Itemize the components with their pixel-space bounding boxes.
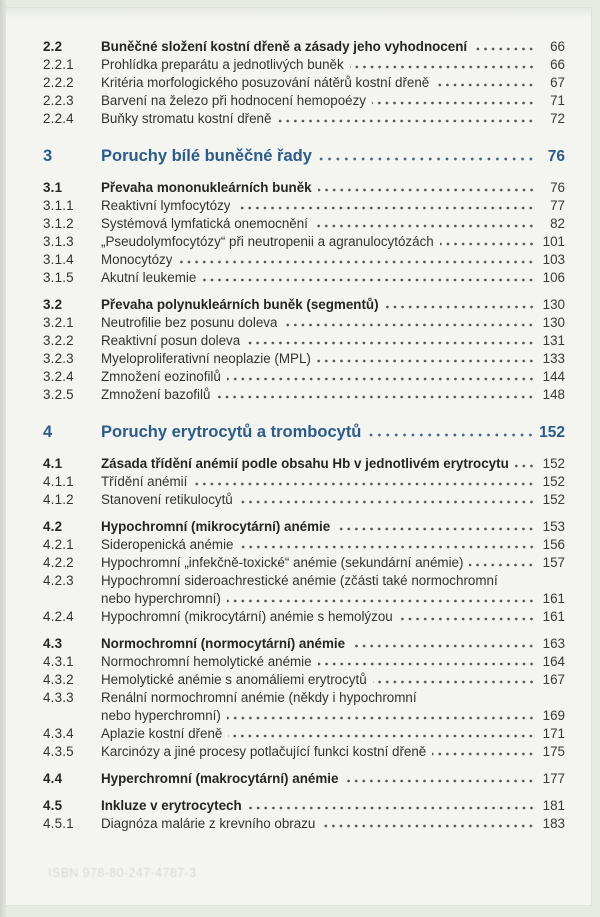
toc-entry-title: nebo hyperchromní) bbox=[101, 591, 221, 606]
toc-entry-title: Neutrofilie bez posunu doleva bbox=[101, 315, 278, 330]
toc-entry-title: Hypochromní „infekčně-toxické“ anémie (sekundární anémie) bbox=[101, 555, 464, 570]
toc-entry-line bbox=[43, 536, 565, 554]
toc-entry-line bbox=[43, 145, 565, 168]
toc-entry-line bbox=[43, 653, 565, 671]
toc-entry-line bbox=[43, 56, 565, 74]
toc-entry-line bbox=[43, 491, 565, 509]
toc-entry-title: Stanovení retikulocytů bbox=[101, 492, 233, 507]
toc-entry-number: 4.1.2 bbox=[43, 492, 74, 507]
toc-entry bbox=[43, 92, 565, 110]
toc-entry bbox=[43, 314, 565, 332]
toc-entry-title: Hemolytické anémie s anomáliemi erytrocytů bbox=[101, 672, 367, 687]
toc-entry bbox=[43, 197, 565, 215]
dot-leader bbox=[318, 662, 535, 666]
toc-entry-number: 4.4 bbox=[43, 771, 63, 786]
toc-entry-line bbox=[43, 797, 565, 815]
dot-leader bbox=[336, 527, 535, 531]
toc-entry-number: 3.1.1 bbox=[43, 198, 74, 213]
toc-entry bbox=[43, 350, 565, 368]
dot-leader bbox=[473, 47, 535, 51]
toc-entry-page: 161 bbox=[542, 591, 565, 606]
toc-entry-number: 3 bbox=[43, 147, 53, 165]
toc-entry-title: Hypochromní sideroachrestické anémie (zčásti také normochromní bbox=[101, 573, 498, 588]
toc-entry-page: 66 bbox=[550, 39, 565, 54]
toc-entry-title: Převaha polynukleárních buněk (segmentů) bbox=[101, 297, 379, 312]
dot-leader bbox=[373, 680, 535, 684]
toc-entry-title: Normochromní (normocytární) anémie bbox=[101, 636, 346, 651]
toc-entry-page: 67 bbox=[550, 75, 565, 90]
toc-entry-number: 3.1.4 bbox=[43, 252, 74, 267]
isbn-bleedthrough-text: ISBN 978-80-247-4787-3 bbox=[48, 866, 197, 880]
dot-leader bbox=[248, 806, 535, 810]
toc-entry-number: 3.2.3 bbox=[43, 351, 74, 366]
toc-entry-line bbox=[43, 455, 565, 473]
toc-entry-page: 177 bbox=[542, 771, 565, 786]
toc-entry-page: 76 bbox=[550, 180, 565, 195]
toc-entry-line bbox=[43, 707, 565, 725]
book-page bbox=[5, 7, 592, 906]
toc-entry-number: 4.5 bbox=[43, 798, 63, 813]
dot-leader bbox=[385, 305, 535, 309]
toc-entry-number: 3.1.2 bbox=[43, 216, 74, 231]
toc-entry-title: Diagnóza malárie z krevního obrazu bbox=[101, 816, 316, 831]
toc-entry-number: 3.2.4 bbox=[43, 369, 74, 384]
toc-entry bbox=[43, 473, 565, 491]
toc-entry-page: 130 bbox=[542, 315, 565, 330]
toc-entry-line bbox=[43, 368, 565, 386]
toc-entry-line bbox=[43, 197, 565, 215]
toc-entry-title: Buňky stromatu kostní dřeně bbox=[101, 111, 272, 126]
toc-entry bbox=[43, 296, 565, 314]
dot-leader bbox=[350, 65, 535, 69]
toc-entry-page: 131 bbox=[542, 333, 565, 348]
toc-entry-line bbox=[43, 725, 565, 743]
toc-entry bbox=[43, 770, 565, 788]
toc-entry-title: Barvení na železo při hodnocení hemopoézy bbox=[101, 93, 367, 108]
toc-entry-page: 106 bbox=[542, 270, 565, 285]
toc-entry bbox=[43, 145, 565, 168]
dot-leader bbox=[236, 206, 535, 210]
toc-entry-line bbox=[43, 743, 565, 761]
toc-entry bbox=[43, 689, 565, 725]
toc-entry-number: 3.2.1 bbox=[43, 315, 74, 330]
toc-entry bbox=[43, 38, 565, 56]
dot-leader bbox=[216, 395, 535, 399]
dot-leader bbox=[321, 824, 535, 828]
toc-entry bbox=[43, 572, 565, 608]
toc-entry-line bbox=[43, 38, 565, 56]
toc-entry-title: Reaktivní posun doleva bbox=[101, 333, 241, 348]
toc-entry-title: Poruchy bílé buněčné řady bbox=[101, 147, 312, 165]
dot-leader bbox=[432, 752, 535, 756]
toc-entry-title: Buněčné složení kostní dřeně a zásady jeho vyhodnocení bbox=[101, 39, 468, 54]
toc-entry-title: Hyperchromní (makrocytární) anémie bbox=[101, 771, 339, 786]
toc-entry bbox=[43, 269, 565, 287]
toc-entry-page: 152 bbox=[542, 456, 565, 471]
toc-entry-page: 148 bbox=[542, 387, 565, 402]
toc-entry bbox=[43, 743, 565, 761]
toc-entry-number: 3.2.5 bbox=[43, 387, 74, 402]
toc-entry bbox=[43, 74, 565, 92]
toc-entry bbox=[43, 491, 565, 509]
toc-entry-page: 171 bbox=[542, 726, 565, 741]
dot-leader bbox=[367, 433, 535, 437]
toc-entry-number: 2.2.2 bbox=[43, 75, 74, 90]
toc-entry-line bbox=[43, 473, 565, 491]
toc-entry-page: 175 bbox=[542, 744, 565, 759]
dot-leader bbox=[246, 341, 535, 345]
toc-entry-line bbox=[43, 689, 565, 707]
toc-entry-line bbox=[43, 815, 565, 833]
toc-entry-line bbox=[43, 314, 565, 332]
toc-entry-title: Aplazie kostní dřeně bbox=[101, 726, 223, 741]
toc-entry-title: Inkluze v erytrocytech bbox=[101, 798, 242, 813]
toc-entry-title: Poruchy erytrocytů a trombocytů bbox=[101, 423, 362, 441]
toc-entry-line bbox=[43, 590, 565, 608]
toc-entry-line bbox=[43, 92, 565, 110]
dot-leader bbox=[227, 716, 535, 720]
toc-entry-title: Převaha mononukleárních buněk bbox=[101, 180, 312, 195]
toc-entry-number: 3.1 bbox=[43, 180, 63, 195]
toc-list bbox=[43, 38, 565, 833]
dot-leader bbox=[227, 599, 535, 603]
toc-entry-line bbox=[43, 251, 565, 269]
toc-entry-title: Renální normochromní anémie (někdy i hypochromní bbox=[101, 690, 417, 705]
toc-entry-line bbox=[43, 572, 565, 590]
toc-entry bbox=[43, 725, 565, 743]
toc-entry-title: Zmnožení bazofilů bbox=[101, 387, 211, 402]
dot-leader bbox=[240, 545, 535, 549]
toc-entry-line bbox=[43, 518, 565, 536]
toc-entry-page: 101 bbox=[542, 234, 565, 249]
dot-leader bbox=[317, 359, 535, 363]
toc-entry-line bbox=[43, 332, 565, 350]
toc-entry-title: Akutní leukemie bbox=[101, 270, 197, 285]
toc-entry-title: Karcinózy a jiné procesy potlačující funkci kostní dřeně bbox=[101, 744, 427, 759]
toc-entry-number: 4.2.3 bbox=[43, 573, 74, 588]
toc-entry bbox=[43, 233, 565, 251]
toc-entry-number: 4.2 bbox=[43, 519, 63, 534]
toc-entry-number: 4.3.4 bbox=[43, 726, 74, 741]
toc-entry-line bbox=[43, 215, 565, 233]
toc-entry-number: 3.2.2 bbox=[43, 333, 74, 348]
toc-entry-number: 4.3.5 bbox=[43, 744, 74, 759]
toc-entry-title: nebo hyperchromní) bbox=[101, 708, 221, 723]
toc-entry-line bbox=[43, 671, 565, 689]
toc-entry-line bbox=[43, 421, 565, 444]
dot-leader bbox=[344, 779, 535, 783]
toc-entry-number: 4.3.2 bbox=[43, 672, 74, 687]
toc-entry-number: 4.3 bbox=[43, 636, 63, 651]
toc-entry bbox=[43, 332, 565, 350]
toc-entry-title: Zásada třídění anémií podle obsahu Hb v jednotlivém erytrocytu bbox=[101, 456, 509, 471]
dot-leader bbox=[283, 323, 535, 327]
toc-entry-number: 2.2.1 bbox=[43, 57, 74, 72]
dot-leader bbox=[435, 83, 535, 87]
toc-entry-number: 2.2.3 bbox=[43, 93, 74, 108]
toc-entry bbox=[43, 251, 565, 269]
toc-entry-number: 2.2.4 bbox=[43, 111, 74, 126]
toc-entry bbox=[43, 110, 565, 128]
toc-entry-number: 4.5.1 bbox=[43, 816, 74, 831]
toc-entry-title: Prohlídka preparátu a jednotlivých buněk bbox=[101, 57, 344, 72]
toc-entry-page: 167 bbox=[542, 672, 565, 687]
toc-entry-line bbox=[43, 74, 565, 92]
toc-entry bbox=[43, 386, 565, 404]
toc-entry-page: 152 bbox=[542, 492, 565, 507]
toc-entry-line bbox=[43, 233, 565, 251]
toc-entry-page: 71 bbox=[550, 93, 565, 108]
toc-entry-title: Zmnožení eozinofilů bbox=[101, 369, 221, 384]
toc-entry bbox=[43, 56, 565, 74]
toc-entry-page: 169 bbox=[542, 708, 565, 723]
toc-entry-line bbox=[43, 554, 565, 572]
toc-entry-title: Třídění anémií bbox=[101, 474, 188, 489]
dot-leader bbox=[228, 734, 535, 738]
toc-entry-title: Sideropenická anémie bbox=[101, 537, 234, 552]
toc-entry-number: 4.2.2 bbox=[43, 555, 74, 570]
toc-entry-title: „Pseudolymfocytózy“ při neutropenii a agranulocytózách bbox=[101, 234, 434, 249]
toc-entry-number: 4 bbox=[43, 423, 53, 441]
toc-entry bbox=[43, 608, 565, 626]
toc-entry-number: 3.1.5 bbox=[43, 270, 74, 285]
toc-entry-page: 103 bbox=[542, 252, 565, 267]
toc-entry-number: 4.3.1 bbox=[43, 654, 74, 669]
toc-entry bbox=[43, 421, 565, 444]
dot-leader bbox=[202, 278, 535, 282]
toc-entry-number: 2.2 bbox=[43, 39, 63, 54]
toc-entry-page: 76 bbox=[547, 148, 565, 165]
toc-entry bbox=[43, 455, 565, 473]
toc-entry-title: Kritéria morfologického posuzování nátěrů kostní dřeně bbox=[101, 75, 430, 90]
dot-leader bbox=[227, 377, 535, 381]
toc-entry-page: 163 bbox=[542, 636, 565, 651]
dot-leader bbox=[440, 242, 535, 246]
dot-leader bbox=[351, 644, 535, 648]
toc-entry-page: 72 bbox=[550, 111, 565, 126]
toc-entry-title: Normochromní hemolytické anémie bbox=[101, 654, 312, 669]
toc-entry-title: Monocytózy bbox=[101, 252, 173, 267]
dot-leader bbox=[277, 119, 535, 123]
toc-entry bbox=[43, 179, 565, 197]
toc-entry-number: 4.2.1 bbox=[43, 537, 74, 552]
toc-entry-page: 130 bbox=[542, 297, 565, 312]
toc-entry-page: 133 bbox=[542, 351, 565, 366]
toc-entry-page: 164 bbox=[542, 654, 565, 669]
toc-entry-number: 3.2 bbox=[43, 297, 63, 312]
toc-entry-line bbox=[43, 110, 565, 128]
toc-entry-title: Myeloproliferativní neoplazie (MPL) bbox=[101, 351, 311, 366]
toc-entry bbox=[43, 215, 565, 233]
toc-entry-line bbox=[43, 608, 565, 626]
toc-entry-number: 4.1 bbox=[43, 456, 63, 471]
dot-leader bbox=[239, 500, 535, 504]
dot-leader bbox=[469, 563, 535, 567]
dot-leader bbox=[515, 464, 535, 468]
toc-entry bbox=[43, 635, 565, 653]
toc-entry-page: 77 bbox=[550, 198, 565, 213]
toc-entry-line bbox=[43, 179, 565, 197]
toc-entry bbox=[43, 671, 565, 689]
dot-leader bbox=[318, 188, 535, 192]
toc-entry-title: Hypochromní (mikrocytární) anémie s hemolýzou bbox=[101, 609, 393, 624]
toc-entry-line bbox=[43, 296, 565, 314]
toc-entry-line bbox=[43, 386, 565, 404]
toc-entry bbox=[43, 797, 565, 815]
toc-entry-title: Systémová lymfatická onemocnění bbox=[101, 216, 308, 231]
toc-entry bbox=[43, 554, 565, 572]
toc-entry-page: 156 bbox=[542, 537, 565, 552]
toc-entry-page: 153 bbox=[542, 519, 565, 534]
toc-entry bbox=[43, 518, 565, 536]
toc-entry-line bbox=[43, 350, 565, 368]
toc-entry-line bbox=[43, 269, 565, 287]
toc-entry bbox=[43, 536, 565, 554]
toc-entry-title: Hypochromní (mikrocytární) anémie bbox=[101, 519, 331, 534]
toc-entry-line bbox=[43, 770, 565, 788]
dot-leader bbox=[372, 101, 535, 105]
toc-entry-page: 144 bbox=[542, 369, 565, 384]
toc-entry-title: Reaktivní lymfocytózy bbox=[101, 198, 231, 213]
toc-entry bbox=[43, 653, 565, 671]
dot-leader bbox=[178, 260, 535, 264]
dot-leader bbox=[314, 224, 535, 228]
toc-entry-page: 157 bbox=[542, 555, 565, 570]
toc-entry-number: 4.2.4 bbox=[43, 609, 74, 624]
dot-leader bbox=[193, 482, 535, 486]
toc-entry-page: 152 bbox=[542, 474, 565, 489]
toc-entry-number: 3.1.3 bbox=[43, 234, 74, 249]
dot-leader bbox=[318, 157, 535, 161]
toc-entry-page: 183 bbox=[542, 816, 565, 831]
toc-entry-page: 161 bbox=[542, 609, 565, 624]
toc-entry-page: 152 bbox=[539, 424, 565, 441]
toc-entry-line bbox=[43, 635, 565, 653]
table-of-contents bbox=[6, 8, 591, 880]
toc-entry-page: 66 bbox=[550, 57, 565, 72]
toc-entry-number: 4.3.3 bbox=[43, 690, 74, 705]
toc-entry-page: 82 bbox=[550, 216, 565, 231]
toc-entry bbox=[43, 815, 565, 833]
toc-entry-number: 4.1.1 bbox=[43, 474, 74, 489]
dot-leader bbox=[399, 617, 535, 621]
toc-entry-page: 181 bbox=[542, 798, 565, 813]
toc-entry bbox=[43, 368, 565, 386]
